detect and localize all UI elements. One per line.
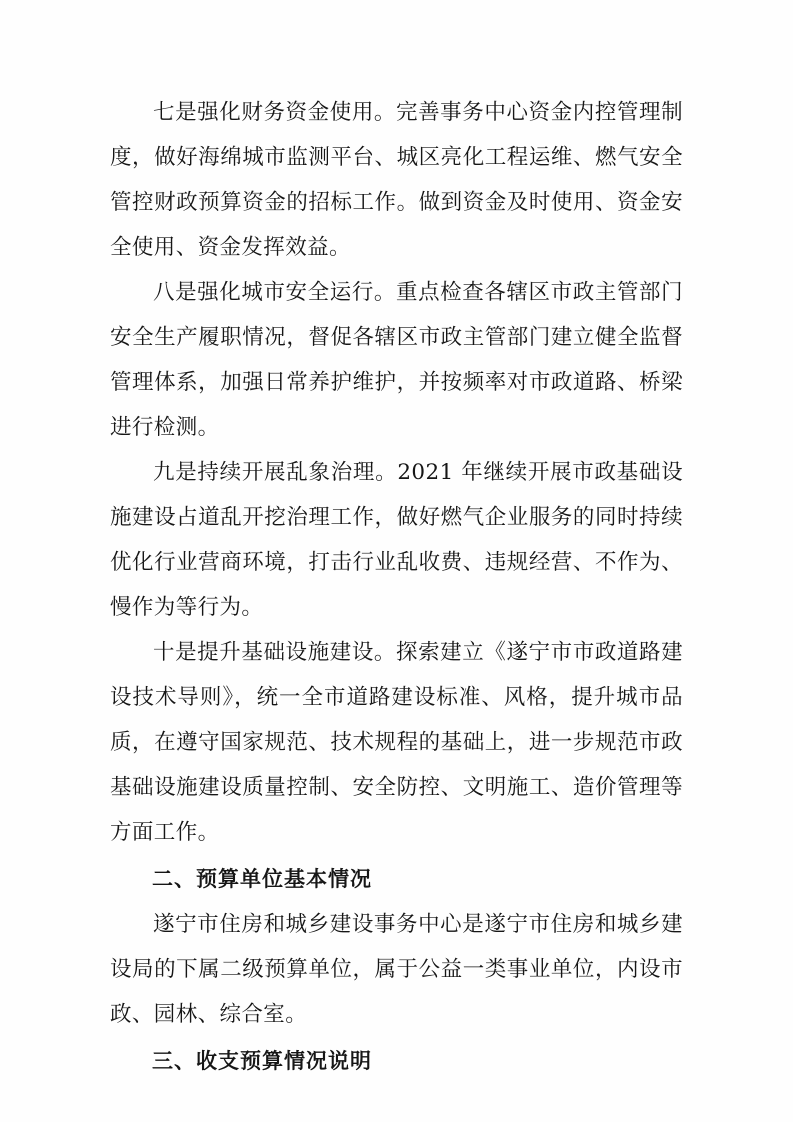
paragraph-unit-overview: 遂宁市住房和城乡建设事务中心是遂宁市住房和城乡建设局的下属二级预算单位，属于公益一类事业单位，内设市政、园林、综合室。: [110, 912, 683, 1027]
section-heading-two: 二、预算单位基本情况: [152, 867, 372, 891]
paragraph-item-eight: 八是强化城市安全运行。重点检查各辖区市政主管部门安全生产履职情况，督促各辖区市政主管部门建立健全监督管理体系，加强日常养护维护，并按频率对市政道路、桥梁进行检测。: [110, 280, 683, 440]
document-body: [110, 90, 683, 1084]
paragraph-item-seven: 七是强化财务资金使用。完善事务中心资金内控管理制度，做好海绵城市监测平台、城区亮化工程运维、燃气安全管控财政预算资金的招标工作。做到资金及时使用、资金安全使用、资金发挥效益。: [110, 100, 683, 260]
paragraph-item-ten: 十是提升基础设施建设。探索建立《遂宁市市政道路建设技术导则》，统一全市道路建设标准、风格，提升城市品质，在遵守国家规范、技术规程的基础上，进一步规范市政基础设施建设质量控制、安全防控、文明施工、造价管理等方面工作。: [110, 640, 683, 845]
section-heading-three: 三、收支预算情况说明: [152, 1049, 372, 1073]
paragraph-item-nine: 九是持续开展乱象治理。2021 年继续开展市政基础设施建设占道乱开挖治理工作，做好燃气企业服务的同时持续优化行业营商环境，打击行业乱收费、违规经营、不作为、慢作为等行为。: [110, 460, 683, 620]
